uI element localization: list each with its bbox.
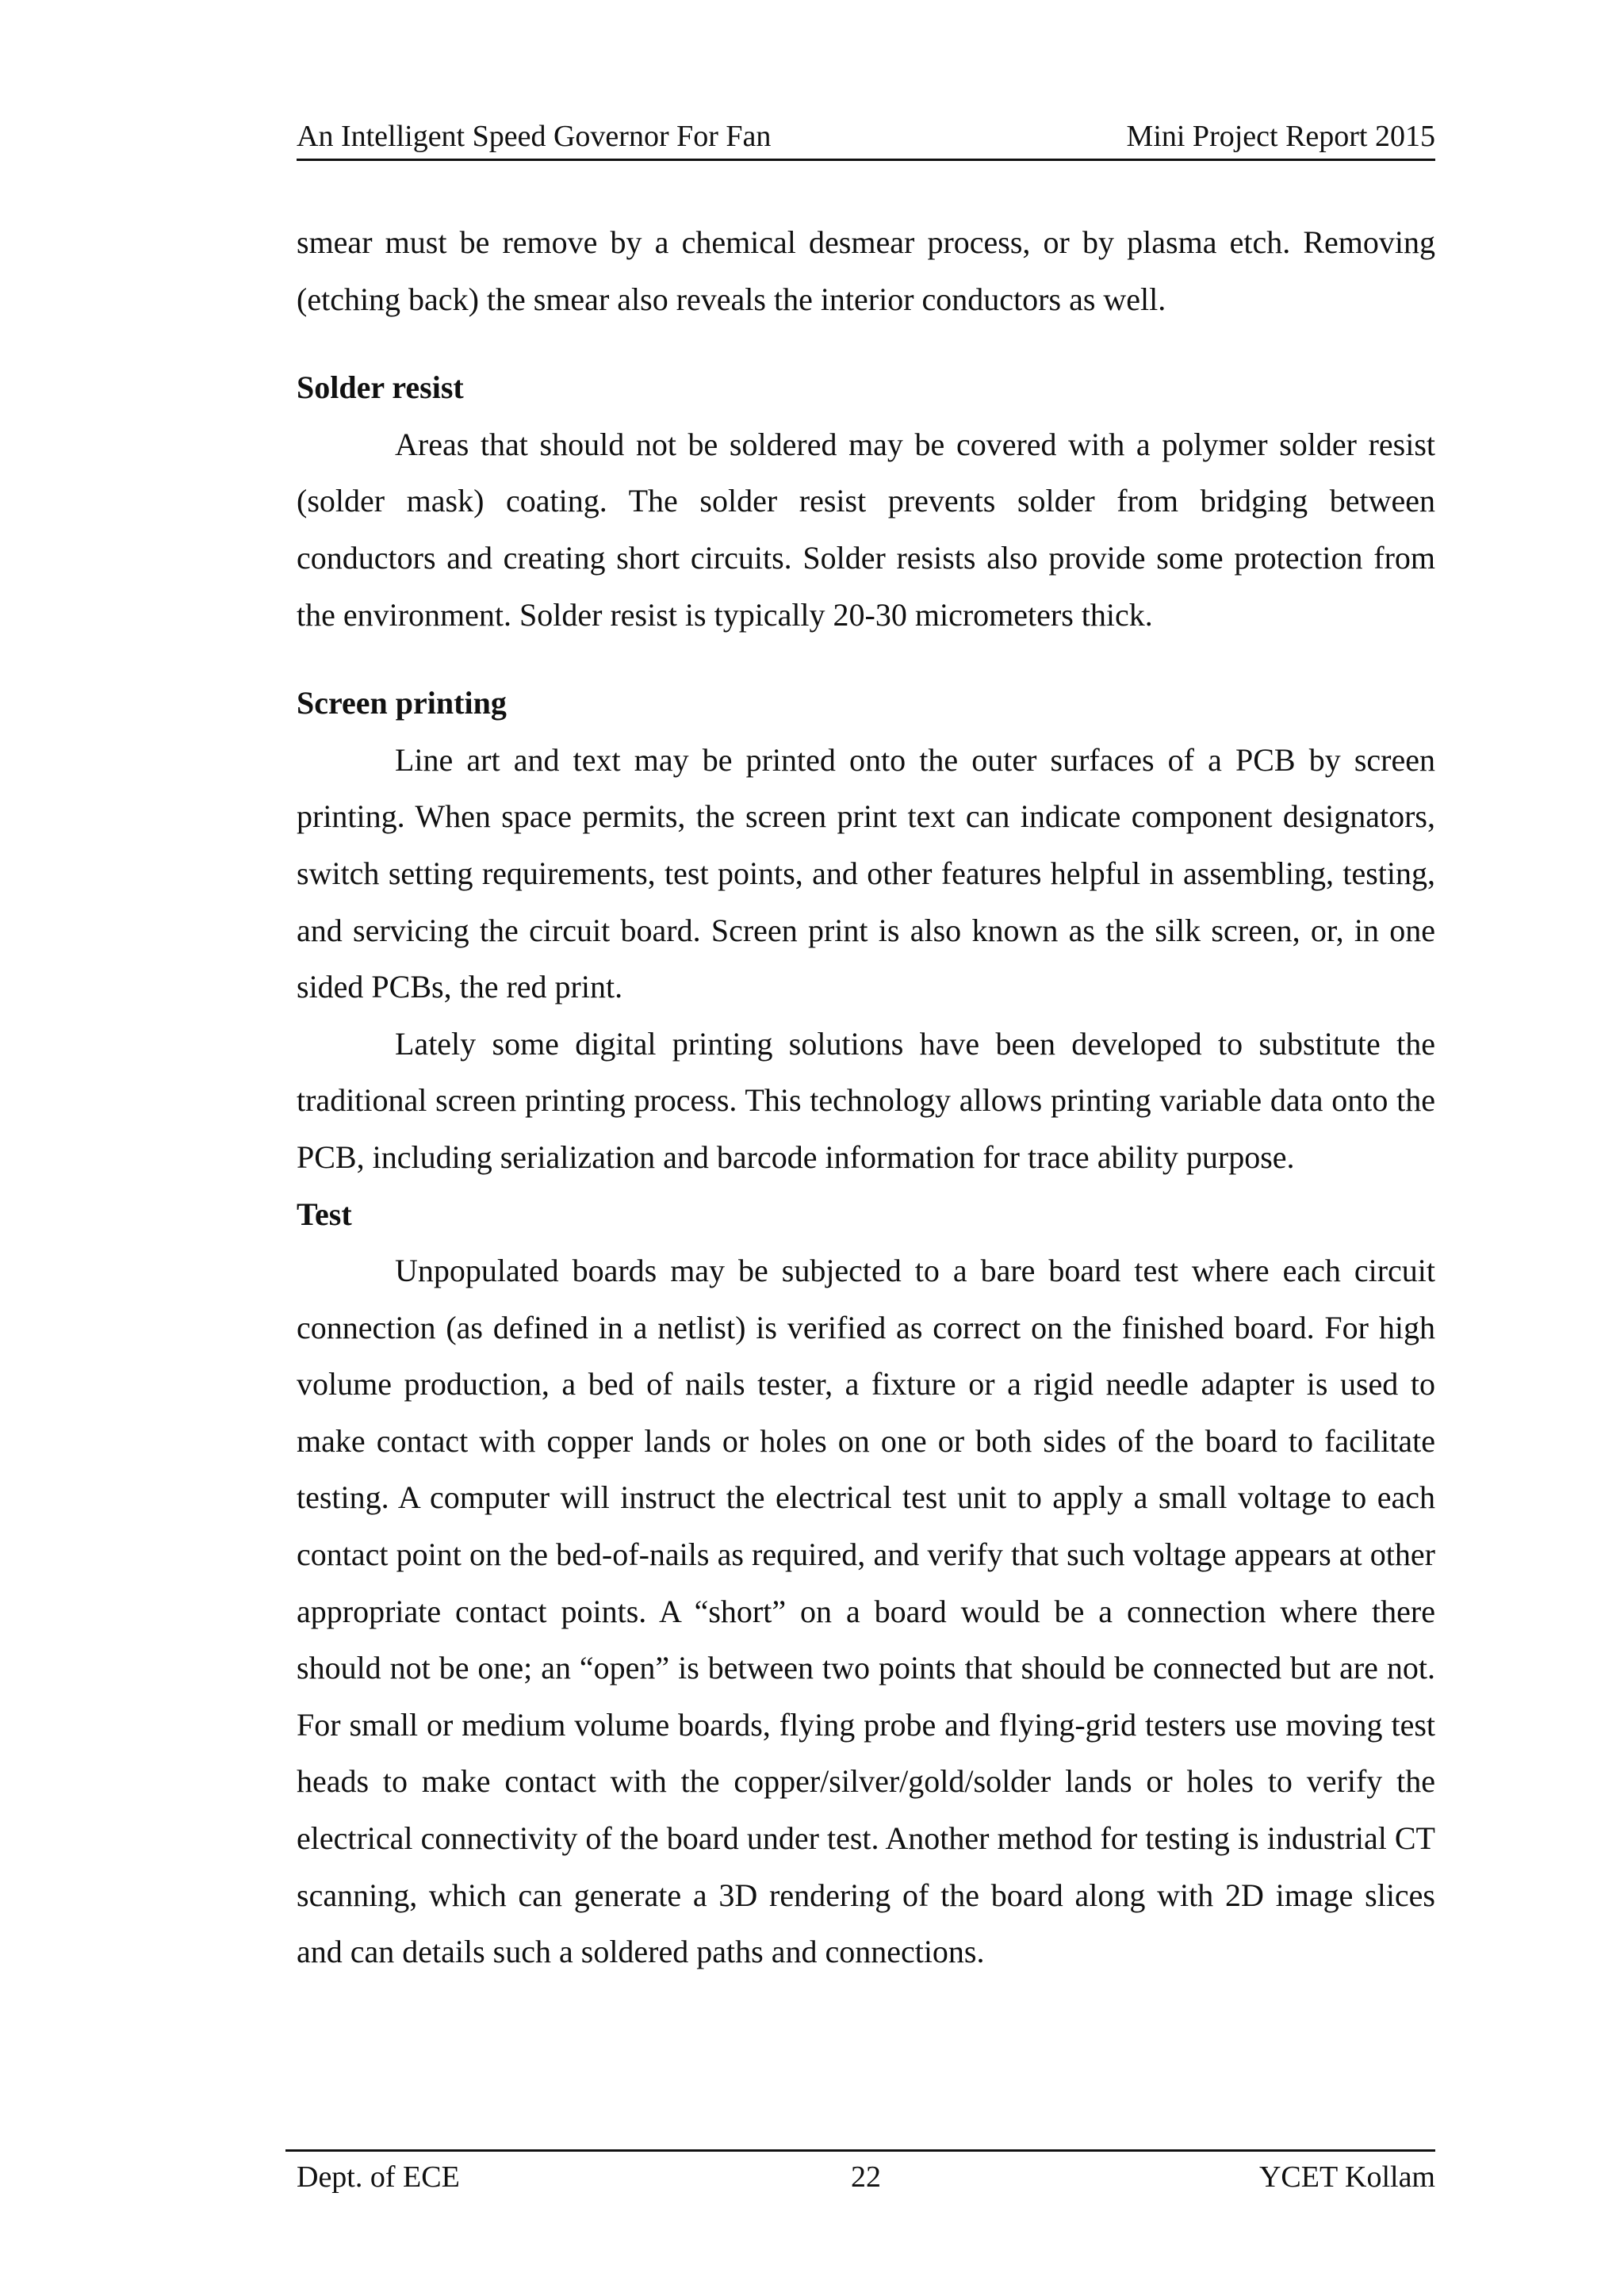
- footer-department: Dept. of ECE: [297, 2160, 460, 2194]
- header-title: An Intelligent Speed Governor For Fan: [297, 120, 772, 153]
- footer-divider: [285, 2149, 1435, 2152]
- solder-resist-paragraph: Areas that should not be soldered may be covered with a polymer solder resist (solder mask) coating. The solder resist prevents solder from bridging between conductors and creating short circuits. Solder resists also provide some protection from the environment. Solder resist is typically 20-30 micrometers thick.: [297, 426, 1435, 633]
- header-report-label: Mini Project Report 2015: [1126, 120, 1435, 153]
- section-heading-screen-printing: Screen printing: [297, 685, 507, 721]
- screen-printing-paragraph-2: Lately some digital printing solutions have been developed to substitute the traditional screen printing process. This technology allows printing variable data onto the PCB, including serialization and barcode information for trace ability purpose.: [297, 1025, 1435, 1175]
- footer-institution: YCET Kollam: [1258, 2160, 1435, 2194]
- section-heading-test: Test: [297, 1196, 352, 1232]
- screen-printing-paragraph-1: Line art and text may be printed onto the outer surfaces of a PCB by screen printing. When space permits, the screen print text can indicate component designators, switch setting requirements, test points, and other features helpful in assembling, testing, and servicing the circuit board. Screen print is also known as the silk screen, or, in one sided PCBs, the red print.: [297, 741, 1435, 1005]
- page-number: 22: [851, 2160, 881, 2194]
- section-heading-solder-resist: Solder resist: [297, 369, 464, 406]
- page-footer: [297, 2156, 1435, 2198]
- intro-paragraph: smear must be remove by a chemical desmear process, or by plasma etch. Removing (etching back) the smear also reveals the interior conductors as well.: [297, 224, 1435, 317]
- page-header: [297, 116, 1435, 157]
- header-divider: [297, 159, 1435, 161]
- test-paragraph: Unpopulated boards may be subjected to a bare board test where each circuit connection (as defined in a netlist) is verified as correct on the finished board. For high volume production, a bed of nails tester, a fixture or a rigid needle adapter is used to make contact with copper lands or holes on one or both sides of the board to facilitate testing. A computer will instruct the electrical test unit to apply a small voltage to each contact point on the bed-of-nails as required, and verify that such voltage appears at other appropriate contact points. A “short” on a board would be a connection where there should not be one; an “open” is between two points that should be connected but are not. For small or medium volume boards, flying probe and flying-grid testers use moving test heads to make contact with the copper/silver/gold/solder lands or holes to verify the electrical connectivity of the board under test. Another method for testing is industrial CT scanning, which can generate a 3D rendering of the board along with 2D image slices and can details such a soldered paths and connections.: [297, 1253, 1435, 1970]
- page-body: [297, 214, 1435, 1980]
